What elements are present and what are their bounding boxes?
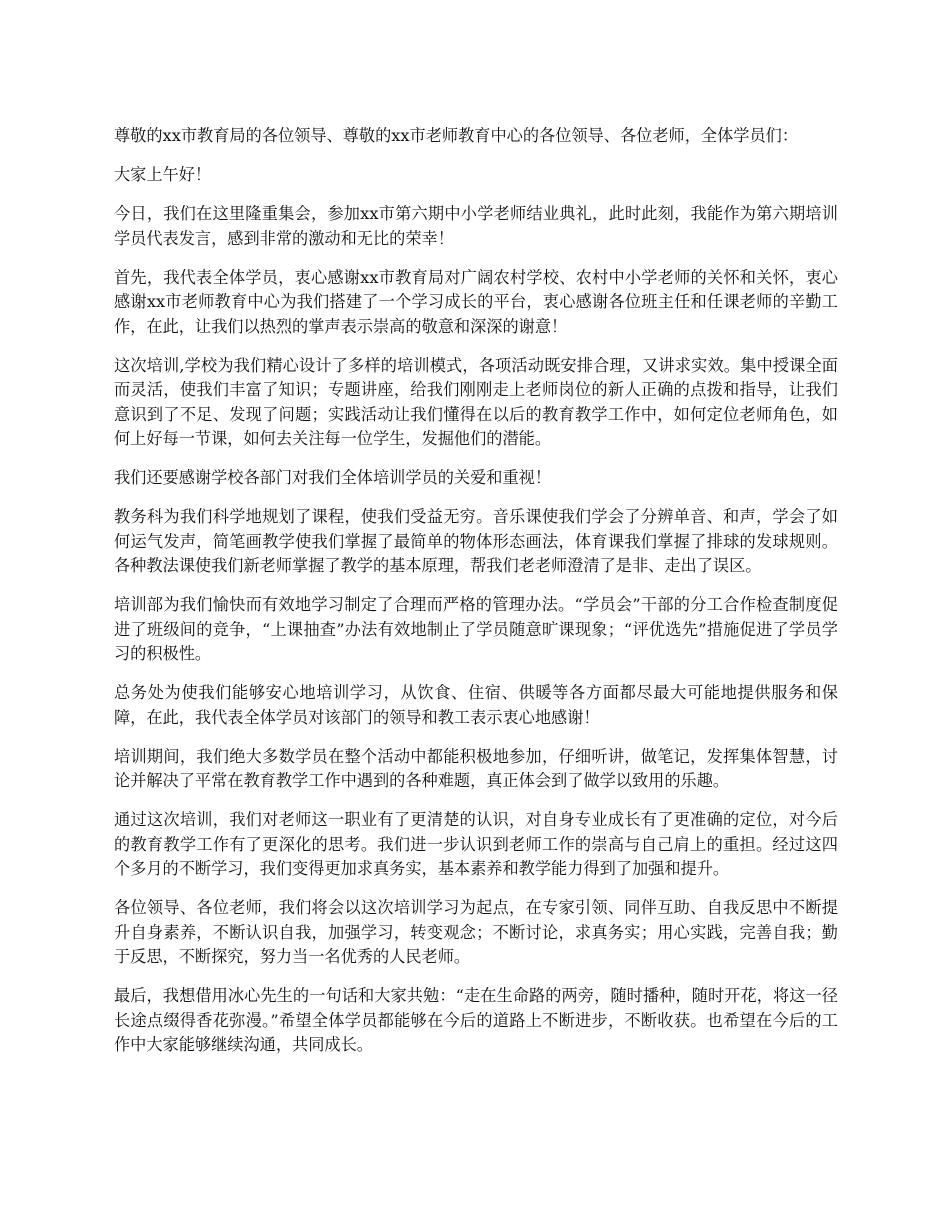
body-paragraph: 今日，我们在这里隆重集会，参加xx市第六期中小学老师结业典礼，此时此刻，我能作为第六期培训学员代表发言，感到非常的激动和无比的荣幸！ xyxy=(114,204,838,248)
document-body xyxy=(114,124,838,1072)
body-paragraph: 通过这次培训，我们对老师这一职业有了更清楚的认识，对自身专业成长有了更准确的定位，对今后的教育教学工作有了更深化的思考。我们进一步认识到老师工作的崇高与自己肩上的重担。经过这四个多月的不断学习，我们变得更加求真务实，基本素养和教学能力得到了加强和提升。 xyxy=(114,810,838,878)
salutation-paragraph: 尊敬的xx市教育局的各位领导、尊敬的xx市老师教育中心的各位领导、各位老师，全体学员们： xyxy=(114,126,799,145)
body-paragraph: 总务处为使我们能够安心地培训学习，从饮食、住宿、供暖等各方面都尽最大可能地提供服务和保障，在此，我代表全体学员对该部门的领导和教工表示衷心地感谢！ xyxy=(114,683,838,727)
greeting-paragraph: 大家上午好！ xyxy=(114,165,212,184)
body-paragraph: 我们还要感谢学校各部门对我们全体培训学员的关爱和重视！ xyxy=(114,468,552,487)
body-paragraph: 教务科为我们科学地规划了课程，使我们受益无穷。音乐课使我们学会了分辨单音、和声，学会了如何运气发声，简笔画教学使我们掌握了最简单的物体形态画法，体育课我们掌握了排球的发球规则。各种教法课使我们新老师掌握了教学的基本原理，帮我们老老师澄清了是非、走出了误区。 xyxy=(114,507,838,575)
closing-paragraph: 最后，我想借用冰心先生的一句话和大家共勉：“走在生命路的两旁，随时播种，随时开花，将这一径长途点缀得香花弥漫。”希望全体学员都能够在今后的道路上不断进步，不断收获。也希望在今后的工作中大家能够继续沟通，共同成长。 xyxy=(114,986,838,1054)
body-paragraph: 首先，我代表全体学员，衷心感谢xx市教育局对广阔农村学校、农村中小学老师的关怀和关怀，衷心感谢xx市老师教育中心为我们搭建了一个学习成长的平台，衷心感谢各位班主任和任课老师的辛勤工作，在此，让我们以热烈的掌声表示崇高的敬意和深深的谢意！ xyxy=(114,267,838,336)
body-paragraph: 这次培训,学校为我们精心设计了多样的培训模式，各项活动既安排合理，又讲求实效。集中授课全面而灵活，使我们丰富了知识；专题讲座，给我们刚刚走上老师岗位的新人正确的点拨和指导，让我们意识到了不足、发现了问题；实践活动让我们懂得在以后的教育教学工作中，如何定位老师角色，如何上好每一节课，如何去关注每一位学生，发掘他们的潜能。 xyxy=(114,355,838,448)
body-paragraph: 各位领导、各位老师，我们将会以这次培训学习为起点，在专家引领、同伴互助、自我反思中不断提升自身素养，不断认识自我，加强学习，转变观念；不断讨论，求真务实；用心实践，完善自我；勤于反思，不断探究，努力当一名优秀的人民老师。 xyxy=(114,898,838,966)
body-paragraph: 培训部为我们愉快而有效地学习制定了合理而严格的管理办法。“学员会”干部的分工合作检查制度促进了班级间的竞争，“上课抽查”办法有效地制止了学员随意旷课现象；“评优选先”措施促进了学员学习的积极性。 xyxy=(114,595,838,663)
body-paragraph: 培训期间，我们绝大多数学员在整个活动中都能积极地参加，仔细听讲，做笔记，发挥集体智慧，讨论并解决了平常在教育教学工作中遇到的各种难题，真正体会到了做学以致用的乐趣。 xyxy=(114,746,838,790)
